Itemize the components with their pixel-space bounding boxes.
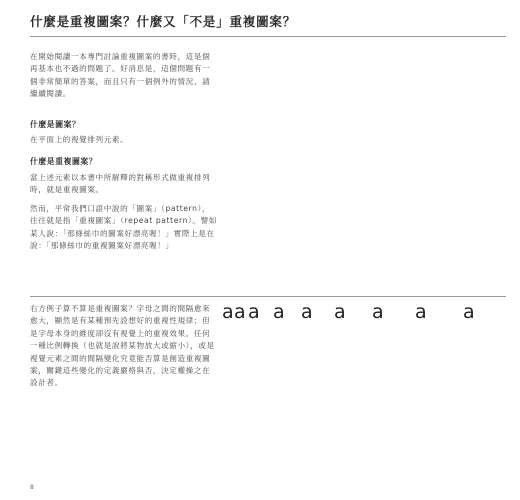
pattern-heading: 什麼是圖案？ bbox=[30, 120, 81, 129]
letter-a: a bbox=[234, 301, 246, 323]
colloquial-note bbox=[30, 203, 218, 253]
example-paragraph bbox=[30, 303, 218, 390]
letter-a: a bbox=[301, 301, 313, 323]
letter-spacing-example bbox=[222, 300, 512, 324]
example-text: 右方例子算不算是重複圖案？字母之間的間隔愈來愈大，顯然是有某種預先設想好的重複性規律；但是字母本身的維度卻沒有視覺上的重複效果。任何一種比例轉換（也就是說將某物放大或縮小），或是視覺元素之間的間隔變化究竟能否算是創造重複圖案，關鍵這些變化的定義嚴格與否，決定權操之在設計者。 bbox=[30, 304, 215, 388]
page-number: 8 bbox=[30, 484, 34, 491]
letter-a: a bbox=[248, 301, 260, 323]
letter-a: a bbox=[222, 301, 234, 323]
section-divider bbox=[30, 296, 506, 297]
repeat-pattern-definition-text: 當上述元素以本書中所解釋的對稱形式做重複排列時，就是重複圖案。 bbox=[30, 173, 211, 195]
title-divider bbox=[30, 36, 506, 37]
repeat-pattern-definition bbox=[30, 172, 218, 197]
repeat-pattern-heading: 什麼是重複圖案？ bbox=[30, 157, 98, 166]
letter-a: a bbox=[273, 301, 285, 323]
intro-text: 在開始閱讀一本專門討論重複圖案的書時，這是個再基本也不過的問題了。好消息是，這個問題有一個非常簡單的答案，而且只有一個例外的情況，請繼續閱讀。 bbox=[30, 52, 211, 99]
letter-a: a bbox=[334, 301, 346, 323]
letter-a: a bbox=[415, 301, 427, 323]
letter-a: a bbox=[372, 301, 384, 323]
pattern-definition bbox=[30, 134, 218, 146]
page-title: 什麼是重複圖案？什麼又「不是」重複圖案？ bbox=[30, 14, 297, 29]
colloquial-note-text: 然而，平常我們口語中說的「圖案」（pattern），往往就是指「重複圖案」（repeat pattern）。譬如某人說：「那條絲巾的圖案好漂亮喔！」實際上是在說：「那條絲巾的重複圖案好漂亮喔！」 bbox=[30, 204, 217, 251]
intro-paragraph bbox=[30, 51, 218, 101]
letter-a: a bbox=[463, 301, 475, 323]
pattern-definition-text: 在平面上的視覺排列元素。 bbox=[30, 135, 129, 144]
